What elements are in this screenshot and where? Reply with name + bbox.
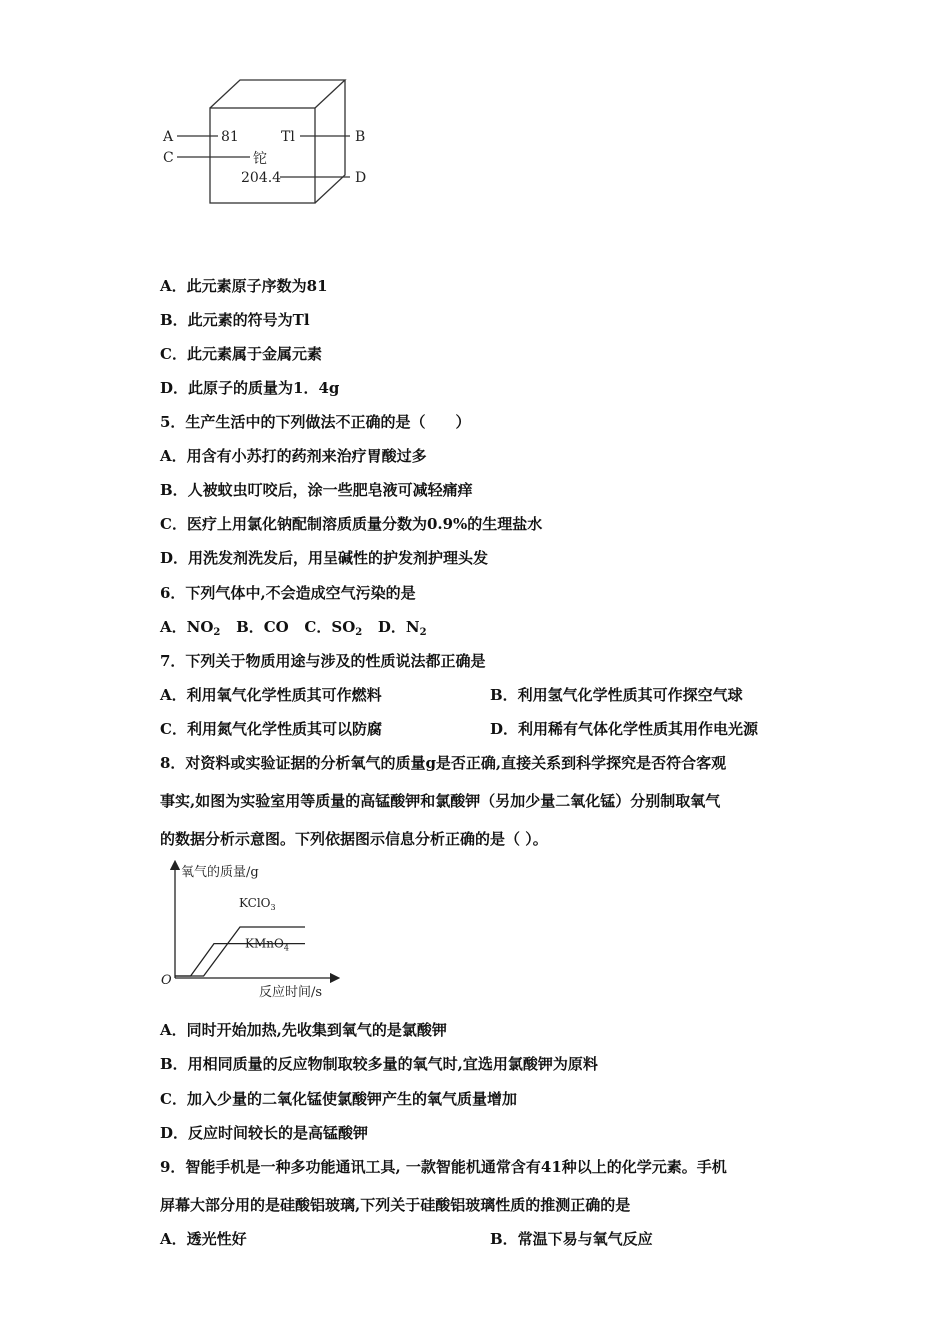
q8-stem-line-1: 8．对资料或实验证据的分析氧气的质量g是否正确,直接关系到科学探究是否符合客观	[160, 754, 727, 772]
q6-option-a: A．$NO_2$	[160, 618, 221, 638]
q7-option-a: A．利用氧气化学性质其可作燃料	[160, 686, 382, 704]
q9-option-b: B．常温下易与氧气反应	[490, 1230, 653, 1248]
element-cube-figure	[155, 75, 385, 210]
label-a: A	[163, 129, 174, 145]
element-name: 铊	[253, 151, 267, 167]
q4-option-c: C．此元素属于金属元素	[160, 345, 322, 363]
q6-option-b: B．CO	[236, 618, 289, 636]
cube-top-face	[210, 80, 345, 108]
q5-stem: 5．生产生活中的下列做法不正确的是（ ）	[160, 413, 471, 431]
q4-option-b: B．此元素的符号为Tl	[160, 311, 310, 329]
q8-stem-line-2: 事实,如图为实验室用等质量的高锰酸钾和氯酸钾（另加少量二氧化锰）分别制取氧气	[160, 792, 721, 810]
q8-stem-line-3: 的数据分析示意图。下列依据图示信息分析正确的是（ ）。	[160, 830, 548, 848]
q8-option-b: B．用相同质量的反应物制取较多量的氧气时,宜选用氯酸钾为原料	[160, 1055, 598, 1073]
q7-option-b: B．利用氢气化学性质其可作探空气球	[490, 686, 743, 704]
q5-option-c: C．医疗上用氯化钠配制溶质质量分数为0.9%的生理盐水	[160, 515, 543, 533]
q8-option-c: C．加入少量的二氧化锰使氯酸钾产生的氧气质量增加	[160, 1090, 517, 1108]
q4-option-a: A．此元素原子序数为81	[160, 277, 328, 295]
q5-option-d: D．用洗发剂洗发后，用呈碱性的护发剂护理头发	[160, 549, 489, 567]
q6-option-d: D．$N_2$	[377, 618, 427, 638]
atomic-mass: 204.4	[241, 170, 282, 186]
q9-option-a: A．透光性好	[160, 1230, 247, 1248]
atomic-number: 81	[221, 129, 239, 145]
q4-option-d: D．此原子的质量为1．4g	[160, 379, 340, 397]
x-axis-label: 反应时间/s	[259, 985, 323, 1000]
label-c: C	[163, 150, 174, 166]
q6-option-c: C．$SO_2$	[304, 618, 363, 638]
series-label-2: KMnO$_4$	[245, 936, 289, 953]
q8-option-d: D．反应时间较长的是高锰酸钾	[160, 1124, 369, 1142]
q8-option-a: A．同时开始加热,先收集到氧气的是氯酸钾	[160, 1021, 447, 1039]
q5-option-a: A．用含有小苏打的药剂来治疗胃酸过多	[160, 447, 427, 465]
q7-option-c: C．利用氮气化学性质其可以防腐	[160, 720, 382, 738]
q6-stem: 6．下列气体中,不会造成空气污染的是	[160, 584, 416, 602]
cube-side-face	[315, 80, 345, 203]
element-symbol: Tl	[281, 129, 295, 145]
series-label-1: KClO$_3$	[239, 896, 276, 912]
label-d: D	[355, 170, 367, 186]
label-b: B	[355, 129, 366, 145]
q7-stem: 7．下列关于物质用途与涉及的性质说法都正确是	[160, 652, 486, 670]
oxygen-mass-chart	[155, 860, 345, 1005]
origin-label: O	[161, 973, 172, 988]
q7-option-d: D．利用稀有气体化学性质其用作电光源	[490, 720, 759, 738]
q9-stem-line-1: 9．智能手机是一种多功能通讯工具, 一款智能机通常含有41种以上的化学元素。手机	[160, 1158, 727, 1176]
q6-options	[160, 617, 427, 643]
y-axis-label: 氧气的质量/g	[181, 865, 259, 880]
q5-option-b: B．人被蚊虫叮咬后，涂一些肥皂液可减轻痛痒	[160, 481, 473, 499]
q9-stem-line-2: 屏幕大部分用的是硅酸铝玻璃,下列关于硅酸铝玻璃性质的推测正确的是	[160, 1196, 631, 1214]
